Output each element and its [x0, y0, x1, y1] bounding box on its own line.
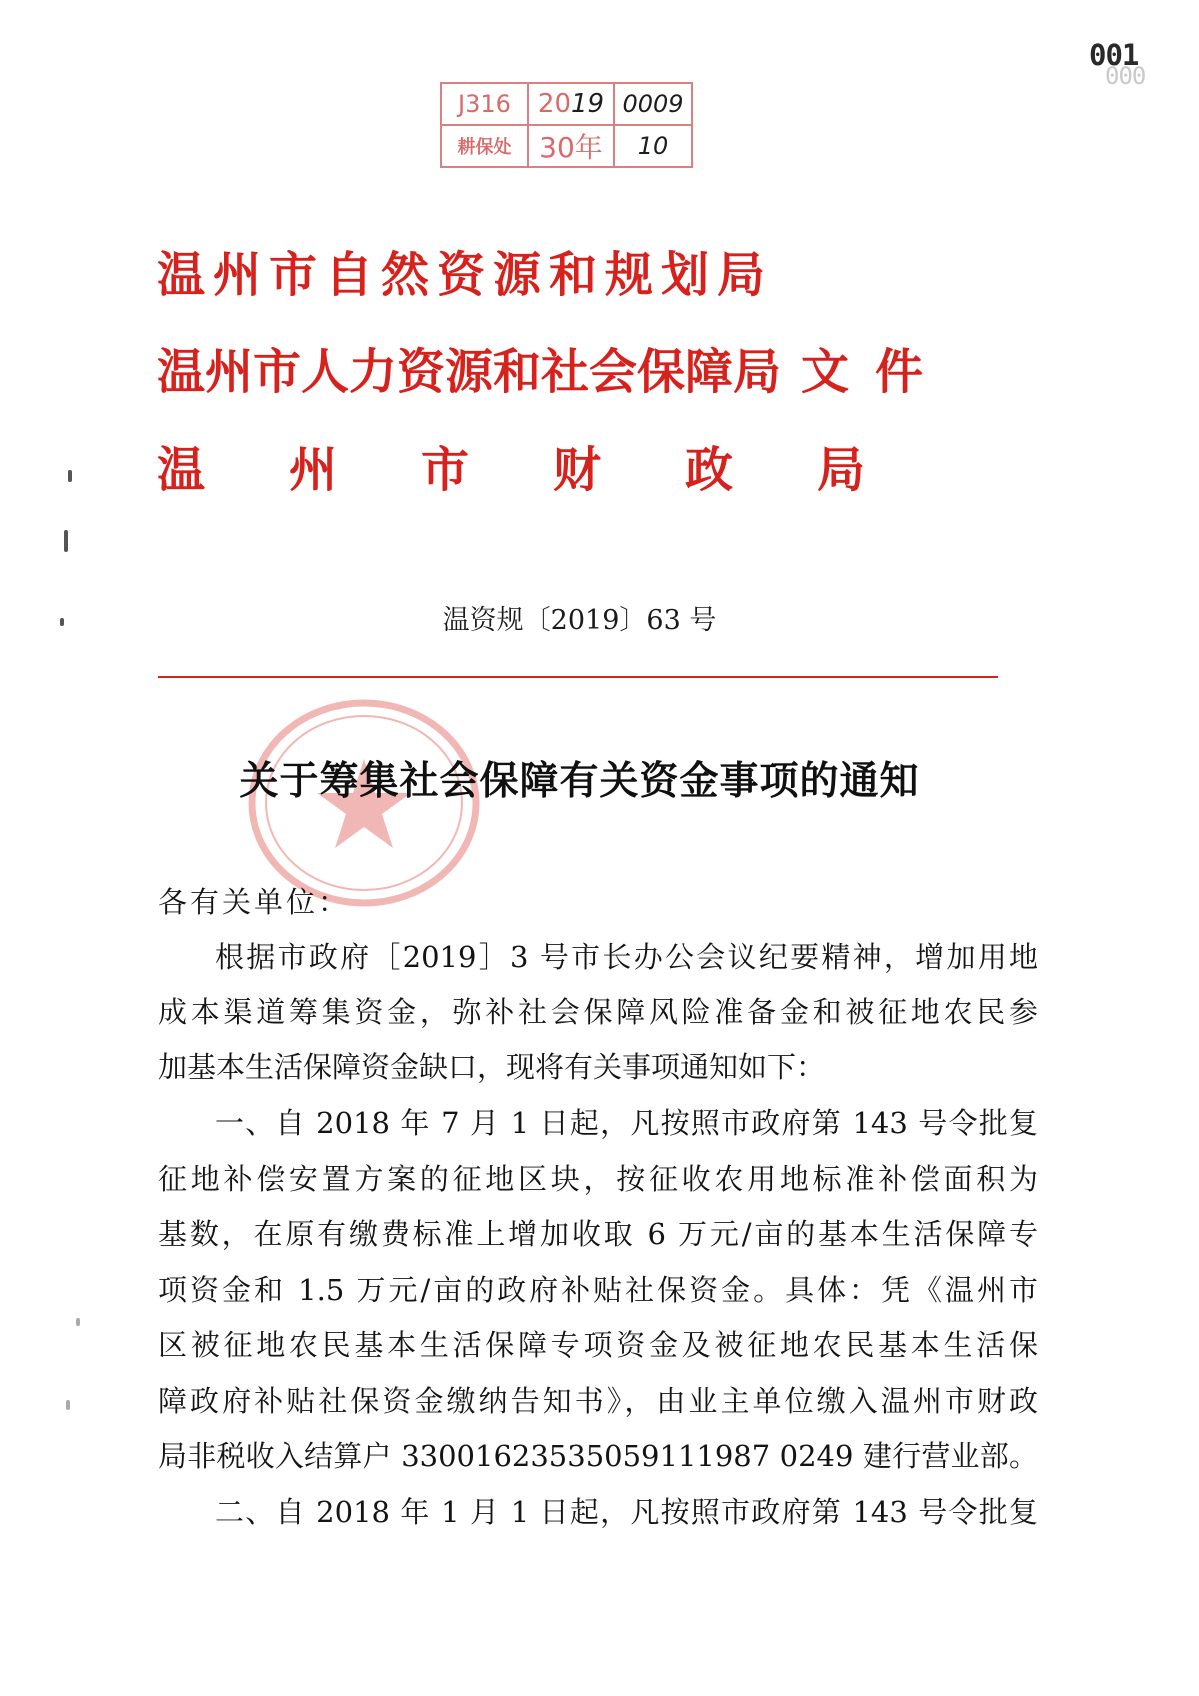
stamp-retention: 30年 — [529, 126, 615, 166]
page-number-bleed-through: 000 — [1105, 62, 1146, 90]
header-issuer-3 — [157, 440, 949, 500]
body-line: 成本渠道筹集资金，弥补社会保障风险准备金和被征地农民参 — [158, 995, 1038, 1029]
header-issuer-3-char: 政 — [685, 442, 734, 498]
document-number: 温资规〔2019〕63 号 — [442, 605, 717, 636]
header-issuer-3-char: 市 — [421, 442, 470, 498]
body-line: 项资金和 1.5 万元/亩的政府补贴社保资金。具体：凭《温州市 — [158, 1273, 1038, 1307]
body-line: 局非税收入结算户 33001623535059111987 0249 建行营业部。 — [158, 1439, 1038, 1473]
body-line: 障政府补贴社保资金缴纳告知书》，由业主单位缴入温州市财政 — [158, 1384, 1038, 1418]
body-line: 一、自 2018 年 7 月 1 日起，凡按照市政府第 143 号令批复 — [215, 1106, 1038, 1140]
header-issuer-2-name: 温州市人力资源和社会保障局 — [157, 344, 782, 400]
red-separator-rule — [158, 676, 998, 678]
stamp-year-prefix: 20 — [537, 89, 571, 119]
page-number: 001 — [1089, 38, 1139, 72]
header-issuer-1: 温州市自然资源和规划局 — [157, 247, 774, 303]
stamp-volume: 10 — [637, 132, 669, 160]
stamp-year-suffix: 19 — [571, 89, 605, 119]
stamp-serial: 0009 — [615, 84, 691, 126]
stamp-archive-code: J316 — [442, 84, 529, 126]
scan-mark — [76, 1318, 80, 1326]
scan-mark — [66, 1400, 70, 1410]
body-line: 征地补偿安置方案的征地区块，按征收农用地标准补偿面积为 — [158, 1162, 1038, 1196]
body-line: 二、自 2018 年 1 月 1 日起，凡按照市政府第 143 号令批复 — [215, 1495, 1038, 1529]
body-line: 基数，在原有缴费标准上增加收取 6 万元/亩的基本生活保障专 — [158, 1217, 1038, 1251]
stamp-year — [529, 84, 615, 126]
scan-mark — [64, 530, 68, 552]
header-issuer-3-char: 局 — [817, 442, 866, 498]
header-issuer-3-char: 温 — [157, 442, 206, 498]
scan-mark — [60, 618, 64, 626]
stamp-office: 耕保处 — [442, 126, 529, 166]
header-doc-word: 文件 — [801, 344, 950, 400]
salutation: 各有关单位： — [158, 885, 351, 919]
header-issuer-3-char: 财 — [553, 442, 602, 498]
scan-mark — [68, 470, 72, 482]
body-line: 加基本生活保障资金缺口，现将有关事项通知如下： — [158, 1050, 826, 1084]
header-issuer-3-char: 州 — [289, 442, 338, 498]
header-issuer-2 — [157, 342, 949, 402]
document-title: 关于筹集社会保障有关资金事项的通知 — [239, 758, 920, 804]
archive-stamp — [440, 82, 693, 168]
body-line: 区被征地农民基本生活保障专项资金及被征地农民基本生活保 — [158, 1328, 1038, 1362]
body-line: 根据市政府［2019］3 号市长办公会议纪要精神，增加用地 — [215, 940, 1038, 974]
